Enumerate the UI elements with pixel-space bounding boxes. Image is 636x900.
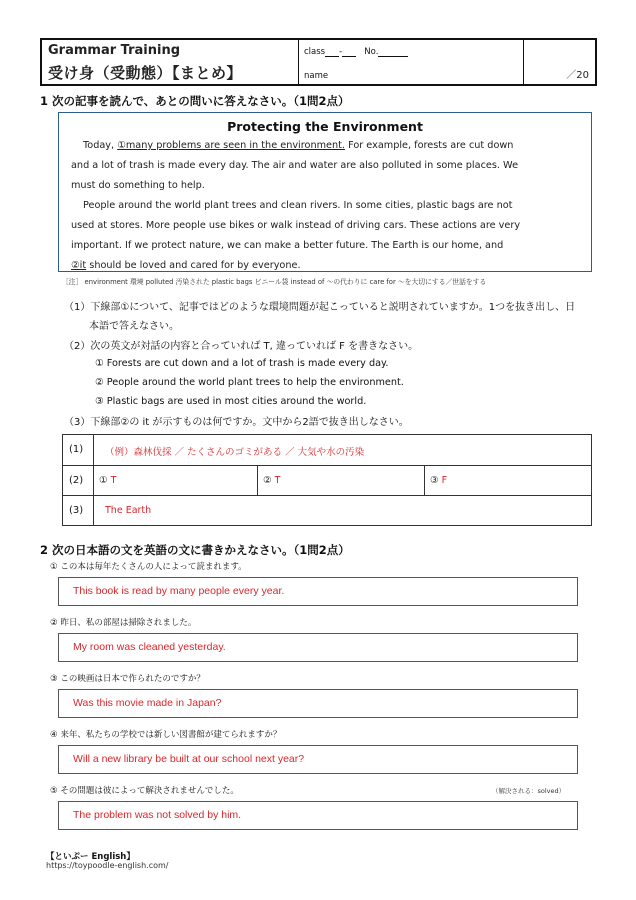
underline-2: ②it (71, 260, 87, 271)
footer-brand: 【といぷー English】 (46, 852, 135, 862)
question-1-line2: 本語で答えなさい。 (89, 321, 179, 332)
p2-line3: important. If we protect nature, we can make a better future. The Earth is our home, and (71, 240, 504, 251)
question-3: （3）下線部②の it が示すものは何ですか。文中から2語で抜き出しなさい。 (64, 417, 409, 428)
p1-line3: must do something to help. (71, 180, 205, 191)
vocab-notes: ［注］ environment 環境 polluted 汚染された plastic bags ビニール袋 instead of ～の代わりに care for ～を大切にする／世話をする (62, 278, 487, 286)
p2-line1: People around the world plant trees and clean rivers. In some cities, plastic bags are not (83, 200, 513, 211)
answer-row-3-number: (3) (69, 505, 84, 516)
section2-heading: 2 次の日本語の文を英語の文に書きかえなさい。（1問2点） (40, 543, 350, 557)
answer-2a-value: T (110, 475, 117, 486)
question-1 (64, 298, 575, 332)
s2-q5-japanese: ⑤ その問題は彼によって解決されませんでした。 (50, 786, 239, 796)
article-title: Protecting the Environment (227, 119, 423, 134)
question-2-item-3: ③ Plastic bags are used in most cities around the world. (95, 396, 367, 407)
answer-row-1-number: (1) (69, 444, 84, 455)
s2-q5-hint: （解決される：solved） (492, 787, 566, 795)
p1-text-a: Today, (83, 140, 118, 151)
s2-answer-box-5[interactable] (58, 801, 578, 830)
answer-row-2-number: (2) (69, 475, 84, 486)
class-label: class (304, 47, 326, 57)
title-line1: Grammar Training (48, 43, 181, 58)
s2-answer-box-2[interactable] (58, 633, 578, 662)
answer-row-1 (63, 435, 591, 466)
question-1-line1: （1）下線部①について、記事ではどのような環境問題が起こっていると説明されていますか。1つを抜き出し、日 (64, 302, 576, 313)
title-cell (42, 40, 299, 84)
answer-row-2 (63, 466, 591, 496)
score-cell (524, 40, 595, 84)
s2-answer-box-3[interactable] (58, 689, 578, 718)
answer-3[interactable]: The Earth (105, 505, 152, 516)
question-2-item-2: ② People around the world plant trees to help the environment. (95, 377, 404, 388)
answer-1[interactable]: （例）森林伐採 ／ たくさんのゴミがある ／ 大気や水の汚染 (105, 447, 365, 458)
name-label: name (304, 71, 329, 81)
p1-text-b: For example, forests are cut down (345, 140, 514, 151)
answer-2b-value: T (274, 475, 281, 486)
s2-answer-2: My room was cleaned yesterday. (73, 641, 226, 653)
s2-q4-japanese: ④ 来年、私たちの学校では新しい図書館が建てられますか？ (50, 730, 282, 740)
article-box (58, 112, 592, 272)
title-line2: 受け身（受動態）【まとめ】 (48, 64, 243, 82)
s2-answer-3: Was this movie made in Japan? (73, 697, 222, 709)
s2-answer-4: Will a new library be built at our school next year? (73, 753, 305, 765)
answer-2c-label: ③ (430, 475, 439, 486)
score-total: ／20 (566, 70, 589, 81)
s2-answer-box-4[interactable] (58, 745, 578, 774)
section1-heading: 1 次の記事を読んで、あとの問いに答えなさい。（1問2点） (40, 94, 350, 108)
answer-2b-label: ② (263, 475, 272, 486)
answer-table (62, 434, 592, 526)
s2-answer-1: This book is read by many people every year. (73, 585, 285, 597)
answer-2c[interactable] (430, 475, 447, 486)
answer-2a-label: ① (99, 475, 108, 486)
no-label: No. (364, 47, 379, 57)
class-name-cell (299, 40, 524, 84)
answer-2a[interactable] (99, 475, 116, 486)
header-box (40, 38, 597, 86)
footer-url[interactable]: https://toypoodle-english.com/ (46, 861, 169, 870)
answer-2b[interactable] (263, 475, 280, 486)
article-paragraph-2 (71, 196, 579, 276)
class-field[interactable] (304, 46, 408, 57)
answer-row-3 (63, 496, 591, 526)
s2-q2-japanese: ② 昨日、私の部屋は掃除されました。 (50, 618, 197, 628)
s2-q1-japanese: ① この本は毎年たくさんの人によって読まれます。 (50, 562, 247, 572)
class-dash: - (339, 47, 343, 57)
article-paragraph-1 (71, 136, 579, 196)
s2-q3-japanese: ③ この映画は日本で作られたのですか？ (50, 674, 205, 684)
s2-answer-5: The problem was not solved by him. (73, 809, 242, 821)
p2-line2: used at stores. More people use bikes or walk instead of driving cars. These actions are very (71, 220, 521, 231)
answer-2c-value: F (441, 475, 448, 486)
p1-line2: and a lot of trash is made every day. The air and water are also polluted in some places. We (71, 160, 519, 171)
question-2: （2）次の英文が対話の内容と合っていれば T, 違っていれば F を書きなさい。 (64, 341, 419, 352)
p2-line4: should be loved and cared for by everyone. (86, 260, 301, 271)
question-2-item-1: ① Forests are cut down and a lot of trash is made every day. (95, 358, 389, 369)
underline-1: ①many problems are seen in the environment. (117, 140, 346, 151)
s2-answer-box-1[interactable] (58, 577, 578, 606)
